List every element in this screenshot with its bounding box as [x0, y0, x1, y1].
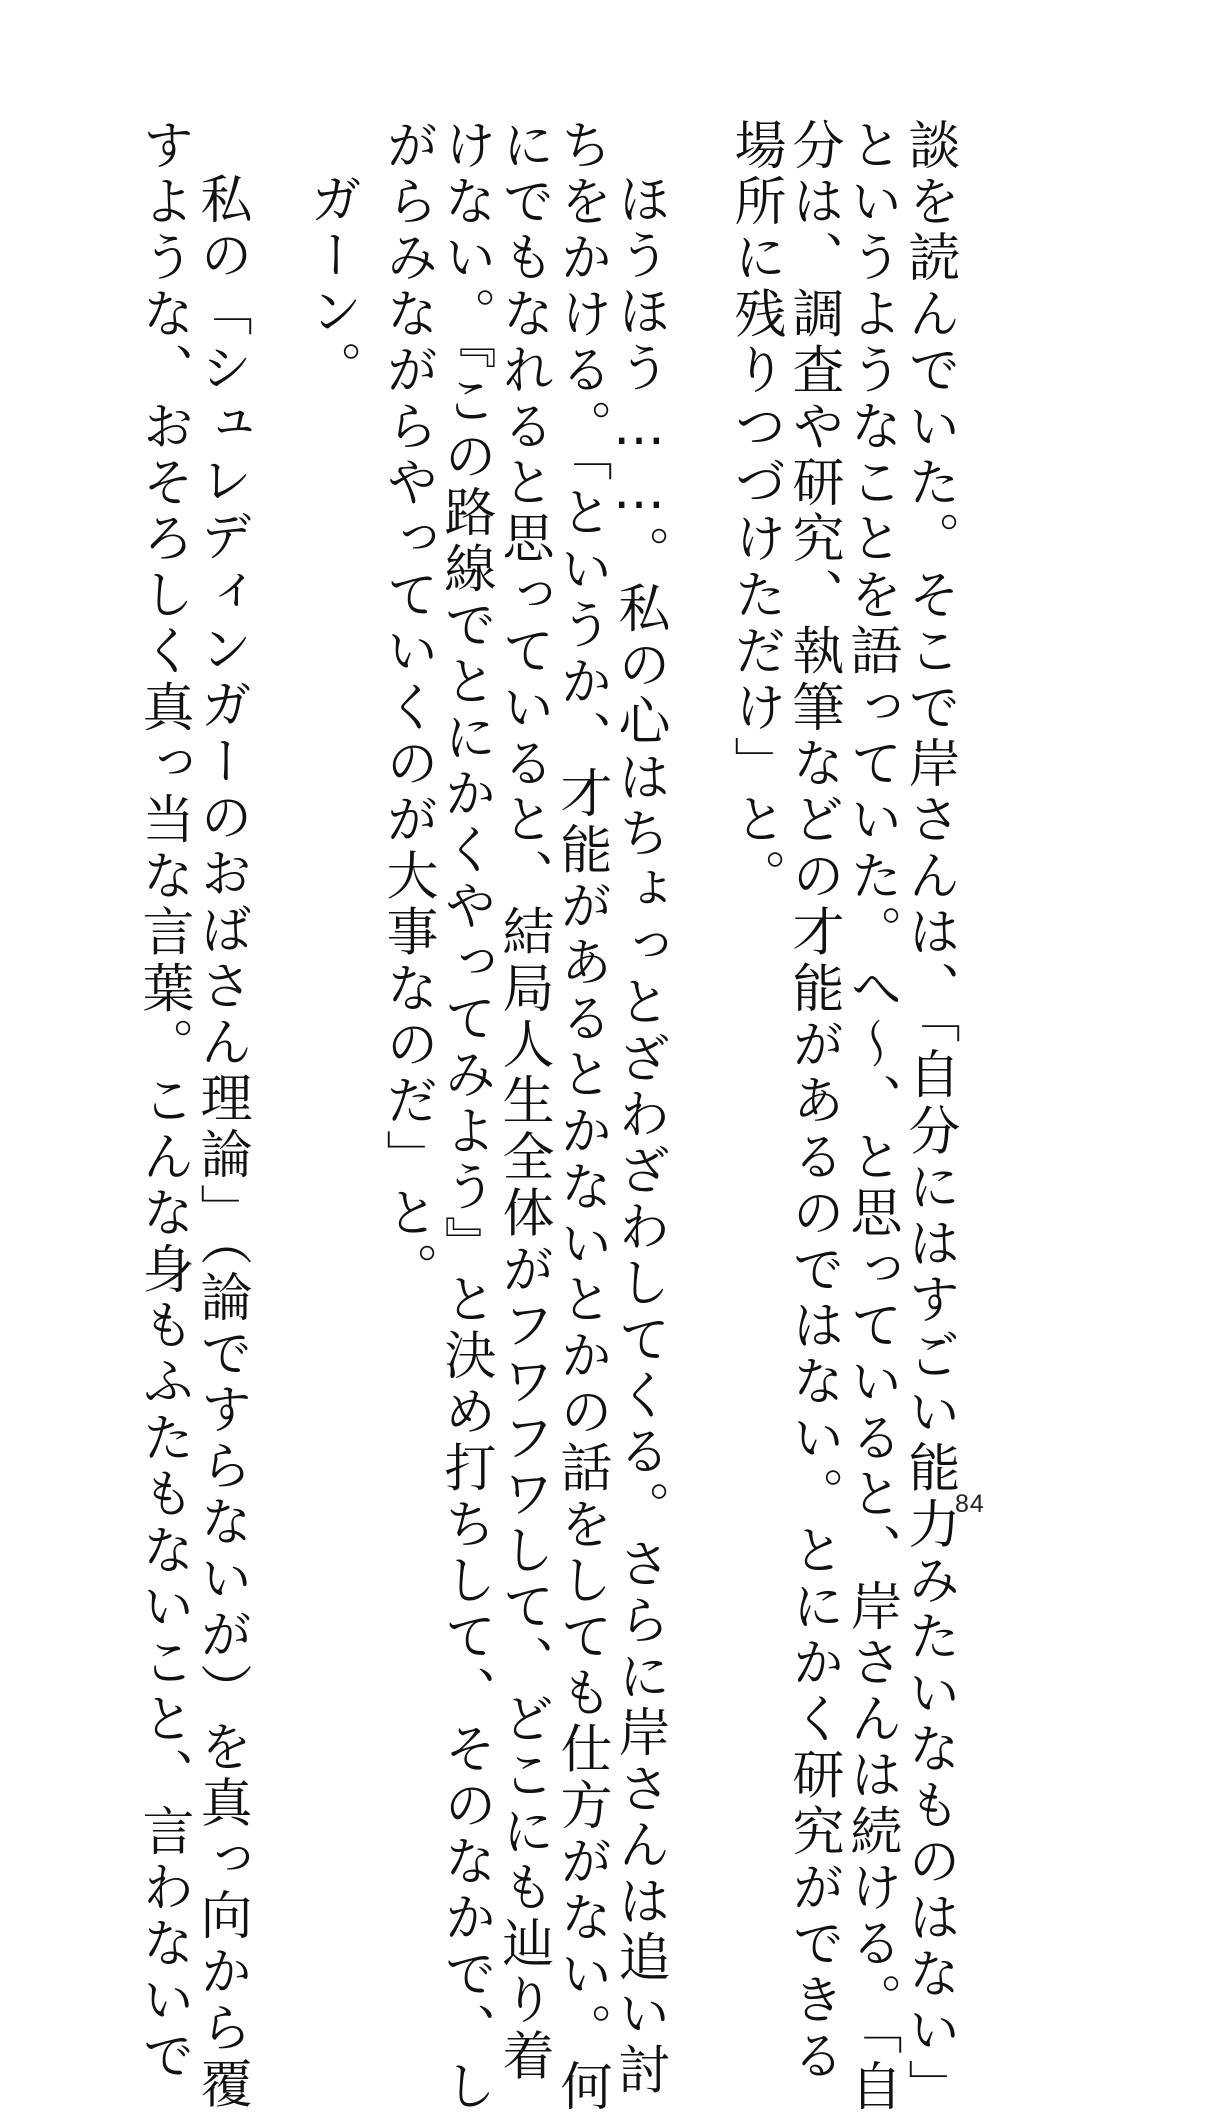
text-line-7: にでもなれると思っていると、結局人生全体がフワフワして、どこにも辿り着	[493, 118, 553, 2085]
page-number: 84	[955, 1490, 985, 1518]
text-line-11: 私の「シュレディンガーのおばさん理論」（論ですらないが）を真っ向から覆	[191, 172, 251, 2113]
text-line-5: ほうほう……。私の心はちょっとざわざわしてくる。さらに岸さんは追い討	[609, 172, 669, 2099]
text-line-3: 分は、調査や研究、執筆などの才能があるのではない。とにかく研究ができる	[783, 118, 843, 2085]
text-line-1: 談を読んでいた。そこで岸さんは、「自分にはすごい能力みたいなものはない」	[899, 118, 959, 2115]
text-line-9: がらみながらやっていくのが大事なのだ」と。	[377, 118, 437, 1299]
text-line-12: すような、おそろしく真っ当な言葉。こんな身もふたもないこと、言わないで	[133, 118, 193, 2085]
text-line-6: ちをかける。「というか、才能があるとかないとかの話をしても仕方がない。何	[551, 118, 611, 2115]
text-line-4: 場所に残りつづけただけ」と。	[725, 118, 785, 905]
text-line-10: ガーン。	[301, 172, 361, 397]
text-line-8: けない。『この路線でとにかくやってみよう』と決め打ちして、そのなかで、し	[435, 118, 495, 2115]
text-line-2: というようなことを語っていた。へ〜、と思っていると、岸さんは続ける。「自	[841, 118, 901, 2115]
